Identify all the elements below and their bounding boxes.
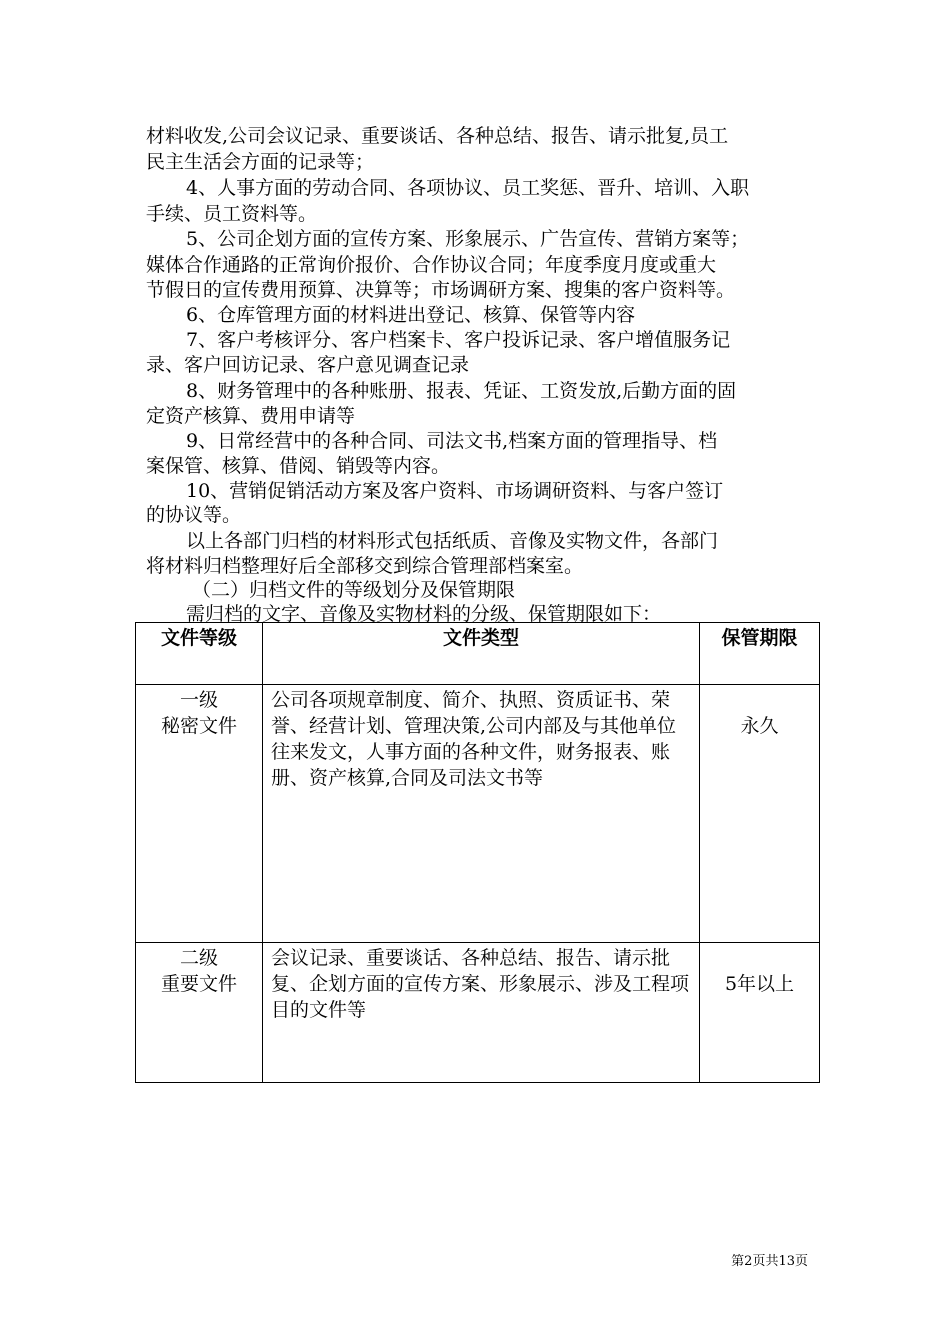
paragraph-line: 定资产核算、费用申请等 (146, 405, 356, 427)
header-period: 保管期限 (700, 623, 820, 685)
paragraph-line: 节假日的宣传费用预算、决算等；市场调研方案、搜集的客户资料等。 (146, 279, 736, 301)
header-type: 文件类型 (263, 623, 700, 685)
grade-level: 一级 (179, 689, 218, 711)
paragraph-line: 10、营销促销活动方案及客户资料、市场调研资料、与客户签订 (186, 480, 724, 502)
type-cell: 公司各项规章制度、简介、执照、资质证书、荣誉、经营计划、管理决策,公司内部及与其他单位往来发文，人事方面的各种文件，财务报表、账册、资产核算,合同及司法文书等 (263, 685, 700, 943)
table-header-row (136, 623, 820, 685)
paragraph-line: 以上各部门归档的材料形式包括纸质、音像及实物文件，各部门 (186, 530, 719, 552)
paragraph-line: 将材料归档整理好后全部移交到综合管理部档案室。 (146, 555, 584, 577)
paragraph-line: 需归档的文字、音像及实物材料的分级、保管期限如下： (186, 603, 662, 625)
paragraph-line: 4、人事方面的劳动合同、各项协议、员工奖惩、晋升、培训、入职 (186, 177, 750, 199)
paragraph-line: 8、财务管理中的各种账册、报表、凭证、工资发放,后勤方面的固 (186, 380, 737, 402)
paragraph-line: 的协议等。 (146, 504, 242, 526)
table-row (136, 943, 820, 1083)
paragraph-line: 录、客户回访记录、客户意见调查记录 (146, 354, 470, 376)
section-heading: （二）归档文件的等级划分及保管期限 (192, 579, 516, 601)
period-cell: 永久 (700, 685, 820, 943)
header-grade: 文件等级 (136, 623, 263, 685)
page-number: 第2页共13页 (731, 1254, 808, 1269)
period-cell: 5年以上 (700, 943, 820, 1083)
type-cell: 会议记录、重要谈话、各种总结、报告、请示批复、企划方面的宣传方案、形象展示、涉及工程项目的文件等 (263, 943, 700, 1083)
paragraph-line: 案保管、核算、借阅、销毁等内容。 (146, 455, 451, 477)
paragraph-line: 9、日常经营中的各种合同、司法文书,档案方面的管理指导、档 (186, 430, 718, 452)
grade-cell (136, 685, 263, 943)
grade-level: 二级 (179, 947, 218, 969)
grade-name: 重要文件 (160, 973, 237, 995)
retention-table (135, 622, 820, 1083)
paragraph-line: 手续、员工资料等。 (146, 203, 318, 225)
paragraph-line: 6、仓库管理方面的材料进出登记、核算、保管等内容 (186, 304, 636, 326)
paragraph-line: 民主生活会方面的记录等； (146, 151, 375, 173)
paragraph-line: 媒体合作通路的正常询价报价、合作协议合同；年度季度月度或重大 (146, 254, 717, 276)
paragraph-line: 材料收发,公司会议记录、重要谈话、各种总结、报告、请示批复,员工 (146, 125, 729, 147)
table-row (136, 685, 820, 943)
grade-cell (136, 943, 263, 1083)
paragraph-line: 7、客户考核评分、客户档案卡、客户投诉记录、客户增值服务记 (186, 329, 731, 351)
grade-name: 秘密文件 (160, 715, 237, 737)
paragraph-line: 5、公司企划方面的宣传方案、形象展示、广告宣传、营销方案等； (186, 228, 750, 250)
